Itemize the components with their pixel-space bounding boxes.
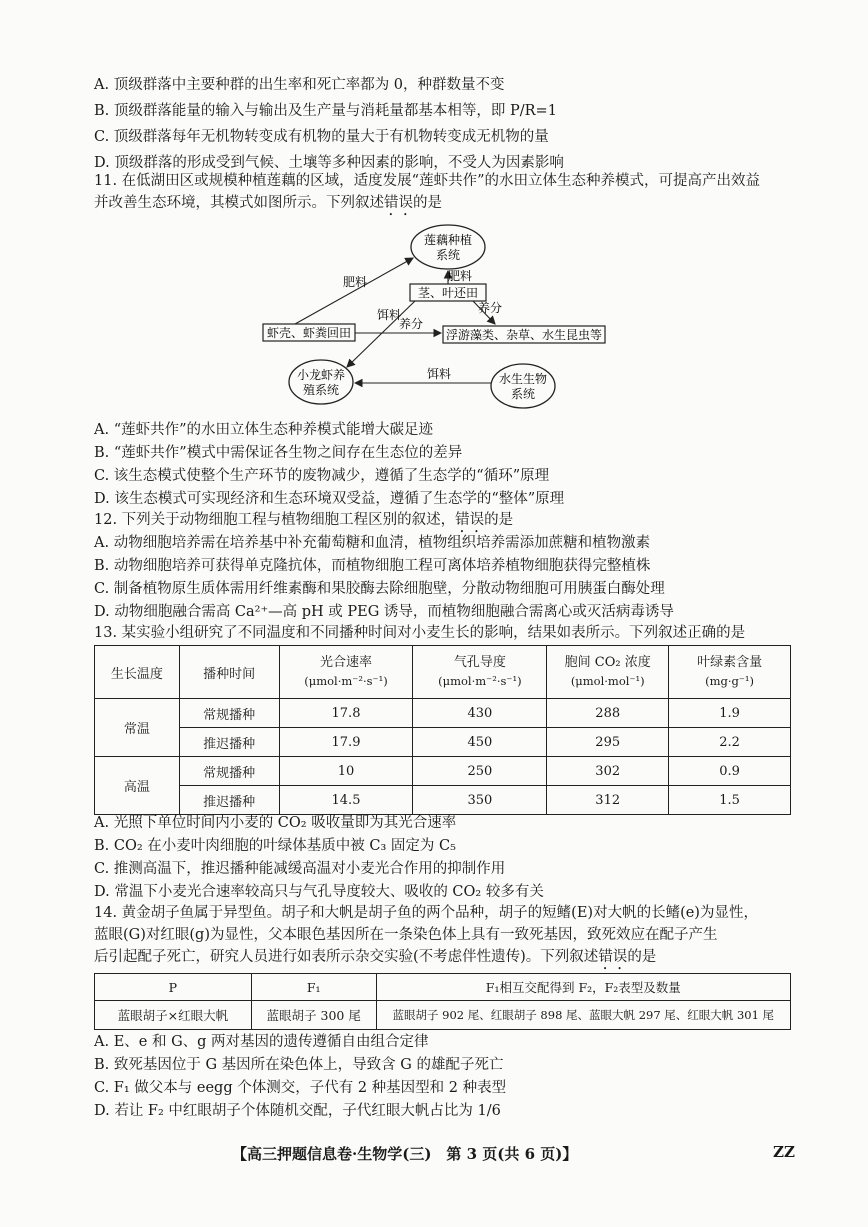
q12-stem-text: 12. 下列关于动物细胞工程与植物细胞工程区别的叙述，: [94, 512, 456, 528]
q13-option-a: A. 光照下单位时间内小麦的 CO₂ 吸收量即为其光合速率: [94, 815, 457, 831]
q14-stem-line3: [94, 947, 656, 973]
shrimp-waste-label: 虾壳、虾粪回田: [266, 326, 352, 340]
table-cell: 10: [279, 757, 413, 786]
q12-stem-suffix: 的是: [484, 512, 514, 528]
q14-header-f2: F₁相互交配得到 F₂，F₂表型及数量: [376, 974, 790, 1001]
q14-stem-text: 后引起配子死亡，研究人员进行如表所示杂交实验(不考虑伴性遗传)。下列叙述: [94, 949, 599, 965]
q11-option-d: D. 该生态模式可实现经济和生态环境双受益，遵循了生态学的“整体”原理: [94, 491, 565, 507]
q11-stem-text: 并改善生态环境，其模式如图所示。下列叙述: [94, 195, 384, 211]
table-cell: 常规播种: [179, 699, 279, 728]
q11-stem-emphasis: 错误: [384, 195, 413, 211]
label-nutrient-1: 养分: [398, 317, 424, 331]
crayfish-node-label-2: 殖系统: [302, 383, 340, 397]
crayfish-node-label-1: 小龙虾养: [296, 368, 346, 382]
q14-header-row: [95, 974, 791, 1001]
table-cell: 蓝眼胡子×红眼大帆: [95, 1001, 252, 1030]
q14-cross-table: [94, 973, 791, 1030]
table-cell: 288: [547, 699, 669, 728]
table-row: [95, 699, 791, 728]
stem-leaf-label: 茎、叶还田: [417, 286, 479, 300]
q11-option-c: C. 该生态模式使整个生产环节的废物减少，遵循了生态学的“循环”原理: [94, 468, 550, 484]
table-cell: 推迟播种: [179, 728, 279, 757]
table-cell: 302: [547, 757, 669, 786]
q12-option-b: B. 动物细胞培养可获得单克隆抗体，而植物细胞工程可离体培养植物细胞获得完整植株: [94, 558, 651, 574]
q11-stem-suffix: 的是: [413, 195, 442, 211]
q13-option-c: C. 推测高温下，推迟播种能减缓高温对小麦光合作用的抑制作用: [94, 861, 506, 877]
table-cell: 1.5: [669, 786, 791, 815]
table-cell: 430: [413, 699, 547, 728]
table-row: [95, 757, 791, 786]
label-fertilizer-2: 肥料: [447, 269, 473, 283]
aquatic-system-node: [491, 364, 555, 408]
q14-header-p: P: [95, 974, 252, 1001]
table-cell: 295: [547, 728, 669, 757]
q14-stem-line2: 蓝眼(G)对红眼(g)为显性，父本眼色基因所在一条染色体上具有一致死基因，致死效应在配子产生: [94, 927, 718, 943]
q14-option-b: B. 致死基因位于 G 基因所在染色体上，导致含 G 的雄配子死亡: [94, 1057, 504, 1073]
label-feed-2: 饵料: [426, 367, 452, 381]
table-cell: 17.8: [279, 699, 413, 728]
q13-header-chlorophyll: 叶绿素含量 (mg·g⁻¹): [669, 646, 791, 699]
table-cell: 450: [413, 728, 547, 757]
q10-option-a: A. 顶级群落中主要种群的出生率和死亡率都为 0，种群数量不变: [94, 77, 505, 93]
q13-header-temp: 生长温度: [95, 646, 180, 699]
lotus-node-label-2: 系统: [435, 248, 461, 262]
table-cell: 14.5: [279, 786, 413, 815]
q13-header-row: [95, 646, 791, 699]
label-fertilizer-1: 肥料: [342, 275, 368, 289]
table-cell: 蓝眼胡子 902 尾、红眼胡子 898 尾、蓝眼大帆 297 尾、红眼大帆 301 尾: [376, 1001, 790, 1030]
q12-option-c: C. 制备植物原生质体需用纤维素酶和果胶酶去除细胞壁，分散动物细胞可用胰蛋白酶处理: [94, 581, 665, 597]
q13-header-photosynthesis: 光合速率 (μmol·m⁻²·s⁻¹): [279, 646, 413, 699]
aquatic-node-label-1: 水生生物: [498, 372, 548, 386]
q14-stem-suffix: 的是: [627, 949, 657, 965]
q14-header-f1: F₁: [251, 974, 376, 1001]
q13-results-table: [94, 645, 791, 815]
q10-option-b: B. 顶级群落能量的输入与输出及生产量与消耗量都基本相等，即 P/R=1: [94, 103, 557, 119]
q13-option-d: D. 常温下小麦光合速率较高只与气孔导度较大、吸收的 CO₂ 较多有关: [94, 884, 544, 900]
table-cell: 350: [413, 786, 547, 815]
q14-stem-line1: 14. 黄金胡子鱼属于异型鱼。胡子和大帆是胡子鱼的两个品种，胡子的短鳍(E)对大帆的长鳍(e)为显性，: [94, 905, 758, 921]
q10-option-c: C. 顶级群落每年无机物转变成有机物的量大于有机物转变成无机物的量: [94, 129, 549, 145]
table-cell: 250: [413, 757, 547, 786]
q13-temp-high: 高温: [95, 757, 180, 815]
table-cell: 常规播种: [179, 757, 279, 786]
footer-title: 【高三押题信息卷·生物学(三) 第 3 页(共 6 页)】: [232, 1145, 578, 1163]
footer-code: ZZ: [773, 1143, 795, 1161]
table-cell: 0.9: [669, 757, 791, 786]
q12-option-d: D. 动物细胞融合需高 Ca²⁺—高 pH 或 PEG 诱导，而植物细胞融合需离心或灭活病毒诱导: [94, 604, 674, 620]
lotus-system-node: [411, 225, 485, 269]
q11-option-b: B. “莲虾共作”模式中需保证各生物之间存在生态位的差异: [94, 445, 463, 461]
q14-stem-emphasis: 错误: [598, 949, 628, 965]
q14-option-c: C. F₁ 做父本与 eegg 个体测交，子代有 2 种基因型和 2 种表型: [94, 1080, 507, 1096]
q10-option-d: D. 顶级群落的形成受到气候、土壤等多种因素的影响，不受人为因素影响: [94, 155, 564, 171]
q14-option-d: D. 若让 F₂ 中红眼胡子个体随机交配，子代红眼大帆占比为 1/6: [94, 1103, 501, 1119]
label-feed-1: 饵料: [376, 308, 402, 322]
label-nutrient-2: 养分: [477, 301, 503, 315]
q14-option-a: A. E、e 和 G、g 两对基因的遗传遵循自由组合定律: [94, 1034, 429, 1050]
aquatic-node-label-2: 系统: [510, 387, 536, 401]
q11-ecosystem-diagram: [255, 222, 615, 417]
table-row: [95, 786, 791, 815]
q13-option-b: B. CO₂ 在小麦叶肉细胞的叶绿体基质中被 C₃ 固定为 C₅: [94, 838, 456, 854]
table-row: [95, 1001, 791, 1030]
crayfish-system-node: [289, 360, 353, 404]
lotus-node-label-1: 莲藕种植: [423, 233, 473, 247]
q11-stem-line2: [94, 193, 442, 219]
table-row: [95, 728, 791, 757]
table-cell: 推迟播种: [179, 786, 279, 815]
q12-option-a: A. 动物细胞培养需在培养基中补充葡萄糖和血清，植物组织培养需添加蔗糖和植物激素: [94, 535, 651, 551]
q13-header-co2: 胞间 CO₂ 浓度 (μmol·mol⁻¹): [547, 646, 669, 699]
table-cell: 1.9: [669, 699, 791, 728]
table-cell: 蓝眼胡子 300 尾: [251, 1001, 376, 1030]
table-cell: 2.2: [669, 728, 791, 757]
table-cell: 312: [547, 786, 669, 815]
q12-stem-emphasis: 错误: [455, 512, 485, 528]
q13-header-stomatal: 气孔导度 (μmol·m⁻²·s⁻¹): [413, 646, 547, 699]
q13-temp-normal: 常温: [95, 699, 180, 757]
q11-stem-line1: 11. 在低湖田区或规模种植莲藕的区域，适度发展“莲虾共作”的水田立体生态种养模式，可提高产出效益: [94, 173, 760, 189]
q11-option-a: A. “莲虾共作”的水田立体生态种养模式能增大碳足迹: [94, 422, 434, 438]
plankton-label: 浮游藻类、杂草、水生昆虫等: [445, 328, 603, 342]
table-cell: 17.9: [279, 728, 413, 757]
q13-stem: 13. 某实验小组研究了不同温度和不同播种时间对小麦生长的影响，结果如表所示。下列叙述正确的是: [94, 625, 746, 641]
q13-header-time: 播种时间: [179, 646, 279, 699]
